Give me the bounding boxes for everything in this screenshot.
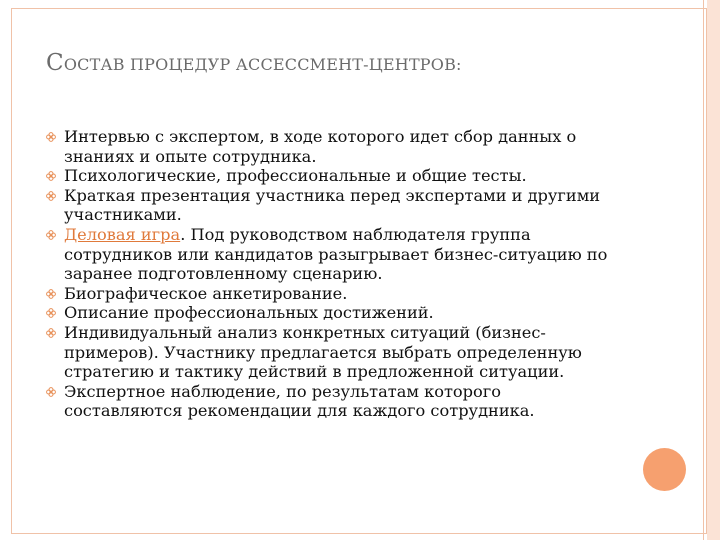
flower-bullet-icon: [46, 289, 56, 299]
bullet-text: Описание профессиональных достижений.: [64, 303, 434, 323]
bullet-text: Экспертное наблюдение, по результатам которого составляются рекомендации для каждого сотрудника.: [64, 381, 535, 421]
title-rest: ОСТАВ ПРОЦЕДУР АССЕССМЕНТ-ЦЕНТРОВ:: [63, 55, 462, 74]
bullet-text: Интервью с экспертом, в ходе которого идет сбор данных о знаниях и опыте сотрудника.: [64, 127, 577, 166]
flower-bullet-icon: [46, 308, 56, 318]
orange-circle-icon: [643, 448, 686, 491]
bullet-text: Краткая презентация участника перед экспертами и другими участниками.: [64, 185, 601, 225]
list-item: [46, 127, 621, 166]
list-item: [46, 186, 621, 225]
flower-bullet-icon: [46, 230, 56, 240]
flower-bullet-icon: [46, 328, 56, 338]
bullet-text: Психологические, профессиональные и общие тесты.: [64, 166, 527, 186]
list-item: [46, 166, 621, 186]
title-first-letter: С: [46, 50, 64, 76]
bullet-text: Индивидуальный анализ конкретных ситуаций (бизнес-примеров). Участнику предлагается выбрать определенную стратегию и тактику действий в предложенной ситуации.: [64, 322, 582, 382]
flower-bullet-icon: [46, 132, 56, 142]
bullet-list: [46, 127, 621, 421]
flower-bullet-icon: [46, 171, 56, 181]
list-item: [46, 303, 621, 323]
flower-bullet-icon: [46, 191, 56, 201]
decorative-rule: [703, 0, 704, 540]
list-item: [46, 323, 621, 382]
business-game-link[interactable]: Деловая игра: [64, 224, 181, 244]
bullet-text: . Под руководством наблюдателя группа сотрудников или кандидатов разыгрывает бизнес-ситуацию по заранее подготовленному сценарию.: [64, 224, 608, 284]
list-item: [46, 382, 621, 421]
flower-bullet-icon: [46, 387, 56, 397]
list-item: [46, 284, 621, 304]
slide-title: [46, 50, 686, 76]
decorative-side-strip: [707, 0, 720, 540]
bullet-text: Биографическое анкетирование.: [64, 283, 348, 303]
list-item: [46, 225, 621, 284]
